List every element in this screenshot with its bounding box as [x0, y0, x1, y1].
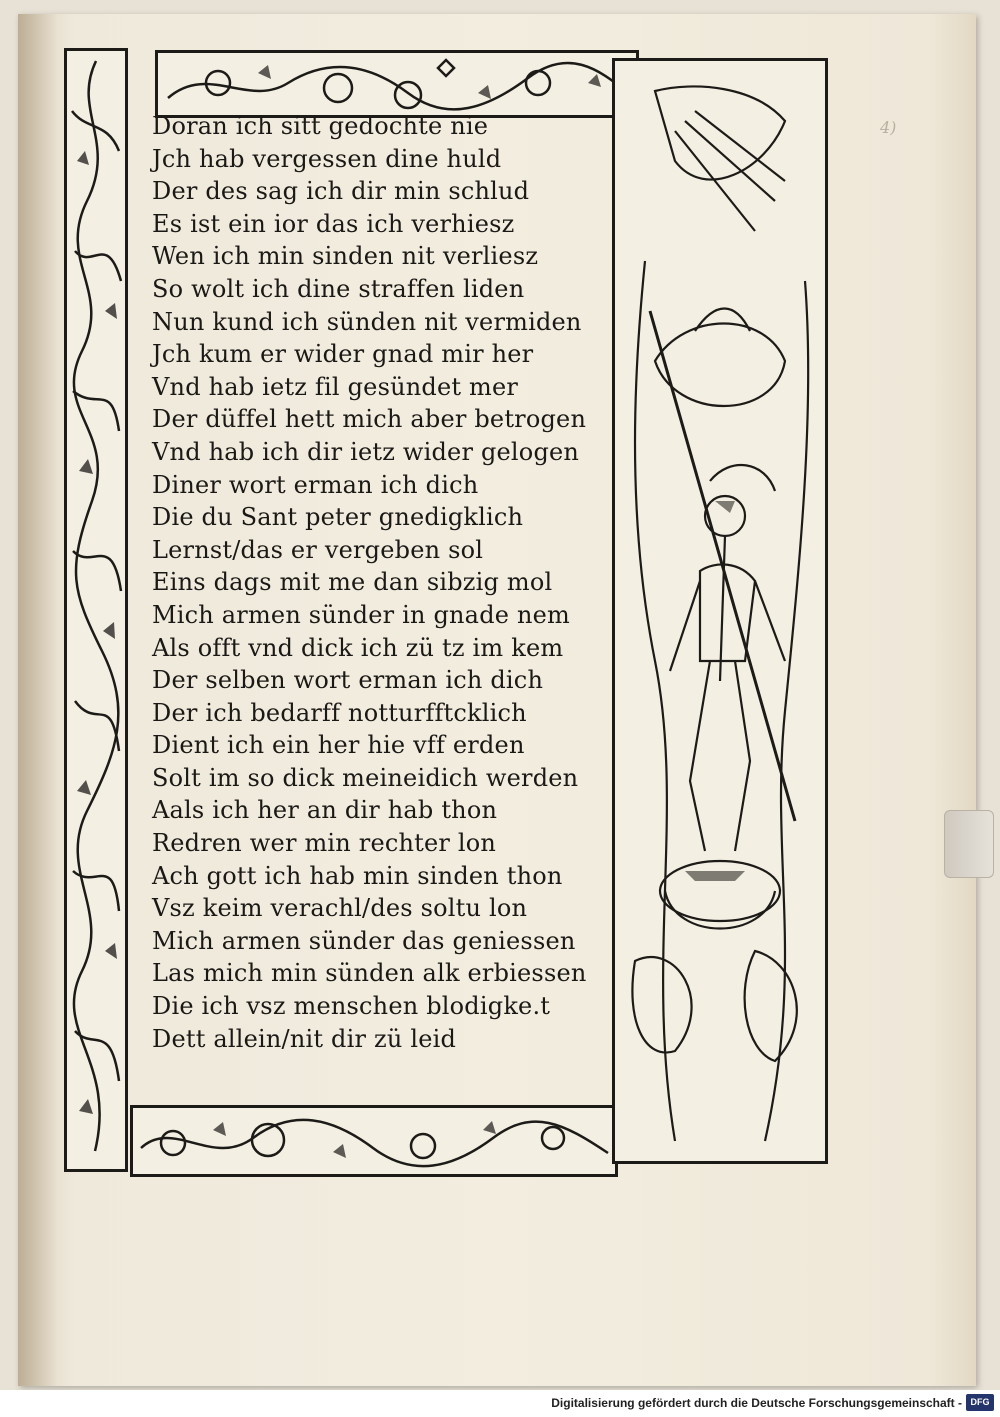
page-clip — [944, 810, 994, 878]
verse-line: Vnd hab ietz fil gesündet mer — [152, 372, 519, 401]
verse-line: Jch kum er wider gnad mir her — [152, 340, 534, 369]
verse-line: Der düffel hett mich aber betrogen — [152, 405, 587, 434]
floral-ornament — [133, 1108, 615, 1174]
standing-soldier-illustration — [615, 61, 825, 1161]
margin-mark: 4) — [880, 118, 897, 137]
verse-line: Dient ich ein her hie vff erden — [152, 731, 525, 760]
verse-line: Aals ich her an dir hab thon — [152, 796, 498, 825]
woodcut-bottom-border — [130, 1105, 618, 1177]
verse-line: Der ich bedarff notturfftcklich — [152, 698, 527, 727]
verse-line: Dett allein/nit dir zü leid — [152, 1024, 457, 1053]
verse-line: Las mich min sünden alk erbiessen — [152, 959, 587, 988]
verse-line: Eins dags mit me dan sibzig mol — [152, 568, 553, 597]
verse-line: Der selben wort erman ich dich — [152, 666, 544, 695]
funding-credit: Digitalisierung gefördert durch die Deutsche Forschungsgemeinschaft - — [551, 1396, 962, 1410]
verse-line: Diner wort erman ich dich — [152, 470, 479, 499]
verse-line: Es ist ein ior das ich verhiesz — [152, 209, 515, 238]
verse-line: So wolt ich dine straffen liden — [152, 274, 525, 303]
dfg-logo: DFG — [966, 1394, 994, 1411]
woodcut-left-border — [64, 48, 128, 1172]
verse-line: Der des sag ich dir min schlud — [152, 177, 530, 206]
verse-line: Redren wer min rechter lon — [152, 829, 497, 858]
verse-line: Wen ich min sinden nit verliesz — [152, 242, 539, 271]
verse-line: Mich armen sünder in gnade nem — [152, 600, 571, 629]
verse-line: Vsz keim verachl/des soltu lon — [152, 894, 528, 923]
verse-line: Ach gott ich hab min sinden thon — [152, 861, 563, 890]
woodcut-top-border — [155, 50, 639, 118]
verse-line: Solt im so dick meineidich werden — [152, 763, 579, 792]
verse-line: Als offt vnd dick ich zü tz im kem — [152, 633, 564, 662]
acanthus-leaf-ornament — [67, 51, 125, 1169]
verse-line: Jch hab vergessen dine huld — [152, 144, 502, 173]
verse-line: Lernst/das er vergeben sol — [152, 535, 484, 564]
floral-ornament — [158, 53, 636, 115]
verse-line: Nun kund ich sünden nit vermiden — [152, 307, 582, 336]
verse-line: Die du Sant peter gnedigklich — [152, 503, 524, 532]
verse-line: Doran ich sitt gedochte nie — [152, 112, 489, 140]
woodcut-figure-panel — [612, 58, 828, 1164]
verse-line: Die ich vsz menschen blodigke.t — [152, 992, 551, 1021]
footer-bar — [0, 1390, 1000, 1417]
binding-shadow — [18, 14, 58, 1386]
verse-line: Vnd hab ich dir ietz wider gelogen — [152, 437, 580, 466]
verse-text-block — [152, 110, 612, 1055]
verse-line: Mich armen sünder das geniessen — [152, 926, 576, 955]
